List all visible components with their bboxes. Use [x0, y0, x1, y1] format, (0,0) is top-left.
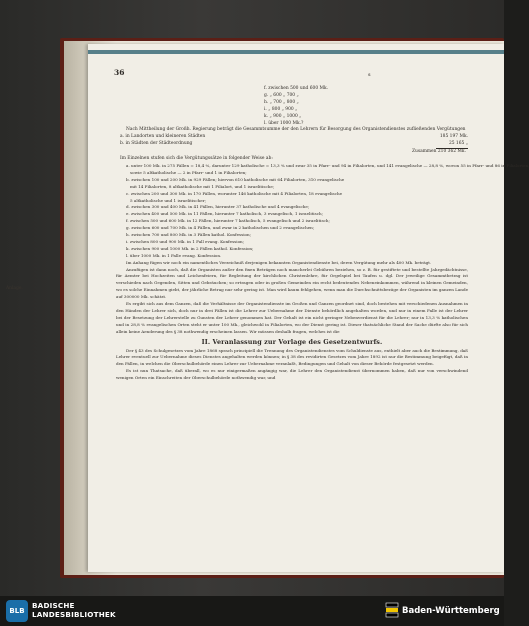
list-item: f. zwischen 500 und 600 Mk.	[264, 86, 329, 91]
page-number: 36	[114, 68, 125, 77]
detail-intro: Im Einzelnen stufen sich die Vergütungssätze in folgender Weise ab:	[120, 156, 273, 162]
library-name-line1: BADISCHE	[32, 601, 75, 610]
list-item: k. „ 900 „ 1000 „	[264, 113, 302, 119]
page-content	[116, 86, 529, 382]
money-label: b. in Städten der Städteordnung	[120, 141, 193, 147]
detail-row: 5 altkatholische und 1 israelitischer;	[130, 197, 207, 203]
list-item: i. „ 800 „ 900 „	[264, 106, 298, 112]
section-heading: II. Veranlassung zur Vorlage des Gesetzentwurfs.	[201, 337, 383, 346]
detail-row: i. zwischen 800 und 900 Mk. in 1 Fall evang. Konfession;	[126, 238, 245, 244]
section-paragraph: Es ist nun Thatsache, daß überall, wo es nur einigermaßen angängig war, die Lehrer den Organistendienst übernommen haben, daß nur von verschwindend wenigen Orten ein Einschreiten der Oberschulbehörde nothwendig war, und	[116, 368, 468, 381]
money-total: Zusammen 210 362 Mk.	[411, 149, 466, 155]
money-value: 185 197 Mk.	[439, 134, 468, 140]
detail-row: a. unter 100 Mk. in 275 Fällen = 18,4 %, darunter 129 katholische = 13,3 % und zwar 35 in Pfarr- und 94 in Filialorten, und 141 evangelische — 28,8 %, wovon 55 in Pfarr- und 86 in Filialorten,	[126, 162, 529, 168]
page-top-band	[88, 50, 504, 54]
intro-paragraph: Nach Mittheilung der Großh. Regierung beträgt die Gesammtsumme der den Lehrern für Besorgung des Organistendienstes zufließenden Vergütungen	[126, 127, 466, 133]
list-item: g. „ 600 „ 700 „	[264, 92, 299, 98]
list-item: l. über 1000 Mk.?	[264, 120, 304, 126]
document-page	[88, 44, 529, 572]
viewer-footer	[0, 596, 504, 626]
list-item: h. „ 700 „ 800 „	[264, 99, 299, 105]
detail-row: c. zwischen 200 und 300 Mk. in 170 Fällen, worunter 146 katholische mit 4 Filialorten, 18 evangelische	[126, 190, 343, 196]
money-value: 25 165 „	[436, 141, 468, 149]
detail-row: h. zwischen 700 und 800 Mk. in 3 Fällen kathol. Konfession;	[126, 232, 251, 238]
library-name-line2: LANDESBIBLIOTHEK	[32, 610, 116, 619]
detail-row: e. zwischen 400 und 500 Mk. in 11 Fällen, hierunter 7 katholisch, 3 evangelisch, 1 israelitisch;	[126, 211, 324, 217]
blb-logo-text: BLB	[9, 607, 25, 615]
state-crest-icon	[386, 603, 398, 617]
body-paragraph: Im Anhang fügen wir noch ein namentliches Verzeichniß derjenigen bekannten Organistendienste bei, deren Vergütung mehr als 400 Mk. beträgt.	[126, 259, 432, 265]
page-mark: s	[368, 72, 371, 78]
body-paragraph: Es ergibt sich aus dem Ganzen, daß die Verhältnisse der Organistendienste im Großen und Ganzen geordnet sind, doch bestehen mit verschiedenen Ausnahmen in den Händen der Lehrer sich, doch nur in drei Fällen ist die Lehrer zur Uebernahme der Dienste behördlich angehalten worden, und nur in einem Falle ist der Lehrer bei der Besetzung der Lehrerstelle zu Gunsten der Lehrer genommen hat. Der Gehalt ist ein nicht geringer Nebenverdienst für die Lehrer; nur in 13,3 % katholischen und in 28,8 % evangelischen Orten steht er unter 100 Mk., gleichwohl in Filialorten, wo der Dienst gering ist. Dieser thatsächliche Stand der Sache dürfte also für sich allein keine Aenderung des § 38 nothwendig erscheinen lassen. Wir müssen deshalb fragen, welches ist die	[116, 301, 468, 334]
list-a	[116, 86, 468, 127]
money-label: a. in Landorten und kleineren Städten	[120, 134, 206, 140]
detail-row: l. über 1000 Mk. in 1 Falle evang. Konfession.	[126, 252, 222, 258]
money-row	[116, 134, 468, 141]
body-paragraph: Anzufügen ist dann noch, daß die Organisten außer den fixen Beträgen noch mancherlei Gebühren beziehen, so z. B. für gestiftete und bestellte Jahrgedächtnisse, für Aemter bei Hochzeiten und Leichenfeiern, für Begleitung der kirchlichen Christenlehre, für Orgelspiel bei Taufen u. dgl. Der jeweilige Gesammtbetrag ist verschieden nach Gegenden, Sitten und Gebräuchen; so ertragen oder in großen Gemeinden ein recht bedeutendes Nebeneinkommen, während in kleinen Gemeinden, wo es solche Einnahmen giebt, der jährliche Betrag nur sehr gering ist. Man wird kaum fehlgehen, wenn man die Durchschnittsbezüge der Organisten im ganzen Lande auf 300000 Mk. schätzt.	[116, 266, 468, 300]
detail-row: f. zwischen 500 und 600 Mk. in 12 Fällen, hierunter 7 katholisch, 5 evangelisch und 2 israelitisch;	[126, 218, 330, 224]
detail-row: sowie 5 altkatholische — 2 in Pfarr- und 1 in Filialorten;	[130, 169, 247, 175]
detail-row: mit 14 Filialorten, 8 altkatholische mit 1 Filialort, und 1 israelitische;	[130, 183, 275, 189]
detail-row: g. zwischen 600 und 700 Mk. in 4 Fällen, und zwar in 2 katholischen und 2 evangelischen;	[126, 225, 315, 231]
detail-row: b. zwischen 100 und 200 Mk. in 929 Fällen; hiervon 610 katholische mit 64 Filialorten, 310 evangelische	[126, 176, 345, 182]
detail-row: d. zwischen 300 und 400 Mk. in 41 Fällen, hierunter 37 katholische und 4 evangelische;	[126, 204, 310, 210]
section-paragraph: Der § 43 des Schulgesetzes vom Jahre 1868 sprach principiell die Trennung des Organistendienstes vom Schuldienste aus, enthielt aber auch die Bestimmung, daß Lehrer eventuell zur Uebernahme dieses Dienstes angehalten werden können; in § 38 des revidirten Gesetzes vom Jahre 1892 ist nur die Bestimmung beigefügt, daß in den Fällen, in welchen die Oberschulbehörde einen Lehrer zur Uebernahme veranlaßt, Bedingungen und Gehalt von dieser Behörde festgesetzt werden.	[116, 347, 468, 367]
state-name[interactable]: Baden-Württemberg	[402, 606, 500, 616]
library-name[interactable]	[32, 601, 116, 619]
detail-row: k. zwischen 900 und 1000 Mk. in 2 Fällen kathol. Konfession;	[126, 245, 254, 251]
margin-note: Anlage.	[6, 286, 23, 291]
money-row	[116, 141, 468, 149]
blb-logo[interactable]	[6, 600, 28, 622]
detail-list	[116, 162, 529, 260]
